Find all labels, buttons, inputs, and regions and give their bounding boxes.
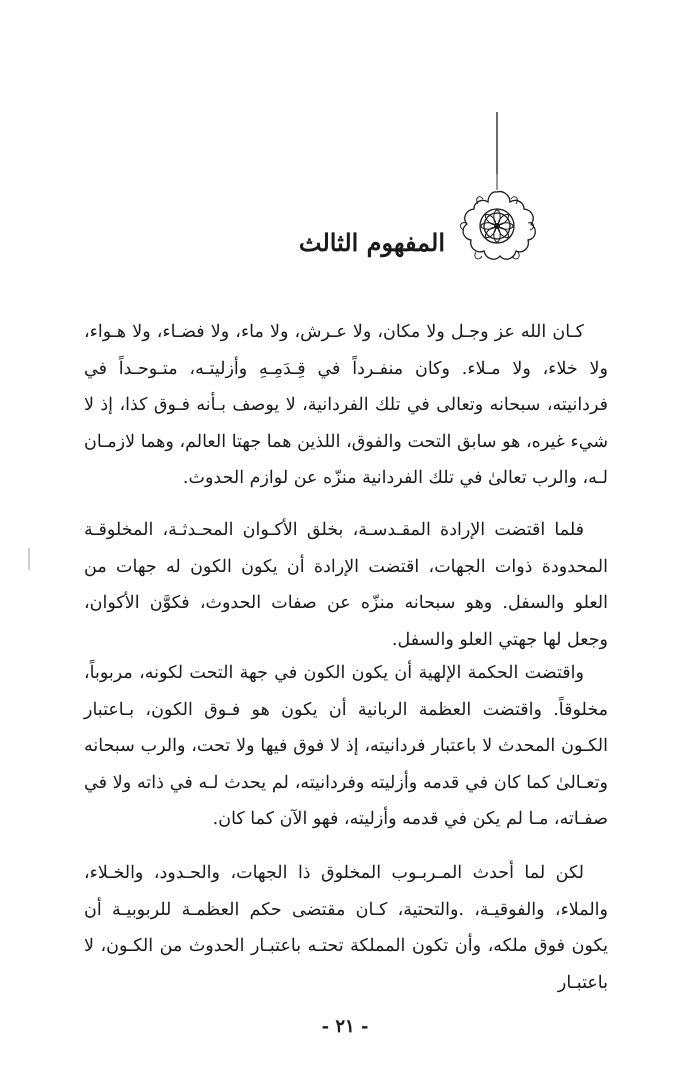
page-number: - ٢١ -	[321, 1016, 369, 1037]
paragraph-text: فلما اقتضت الإرادة المقـدسـة، بخلق الأكـوان المحـدثـة، المخلوقـة المحدودة ذوات الجهات، اقتضت الإرادة أن يكون الكون له جهات من العلو والسفل. وهو سبحانه منزّه عن صفات الحدوث، فكوَّن الأكوان، وجعل لها جهتي العلو والسفل.	[84, 520, 608, 650]
margin-mark	[28, 548, 36, 570]
chapter-title: المفهوم الثالث	[298, 228, 445, 257]
paragraph-text: لكن لما أحدث المـربـوب المخلوق ذا الجهات، والحـدود، والخـلاء، والملاء، والفوقيـة، .والتحتية، كـان مقتضى حكم العظمـة للربوبيـة أن يكون فوق ملكه، وأن تكون المملكة تحتـه باعتبـار الحدوث من الكـون، لا باعتبـار	[84, 863, 608, 993]
paragraph-text: كـان الله عز وجـل ولا مكان، ولا عـرش، ولا ماء، ولا فضـاء، ولا هـواء، ولا خلاء، ولا مـلاء. وكان منفـرداً في قِـدَمِـهِ وأزليتـه، متـوحـداً في فردانيته، سبحانه وتعالى في تلك الفردانية، لا يوصف بـأنه فـوق كذا، إذ لا شيء غيره، هو سابق التحت والفوق، اللذين هما جهتا العالم، وهما لازمـان لـه، والرب تعالىٰ في تلك الفردانية منزّه عن لوازم الحدوث.	[84, 322, 608, 488]
body-paragraph	[84, 655, 608, 846]
rosette-pendant-icon	[452, 112, 542, 292]
body-paragraph	[84, 855, 608, 1009]
body-paragraph	[84, 314, 608, 505]
paragraph-text: واقتضت الحكمة الإلهية أن يكون الكون في جهة التحت لكونه، مربوباً، مخلوقاً. واقتضت العظمة الربانية أن يكون هو فـوق الكون، بـاعتبار الكـون المحدث لا باعتبار فردانيته، إذ لا فوق فيها ولا تحت، والرب سبحانه وتعـالىٰ كما كان في قدمه وأزليته وفردانيته، لم يحدث لـه في ذاته ولا في صفـاته، مـا لم يكن في قدمه وأزليته، فهو الآن كما كان.	[84, 663, 608, 829]
body-paragraph	[84, 512, 608, 666]
